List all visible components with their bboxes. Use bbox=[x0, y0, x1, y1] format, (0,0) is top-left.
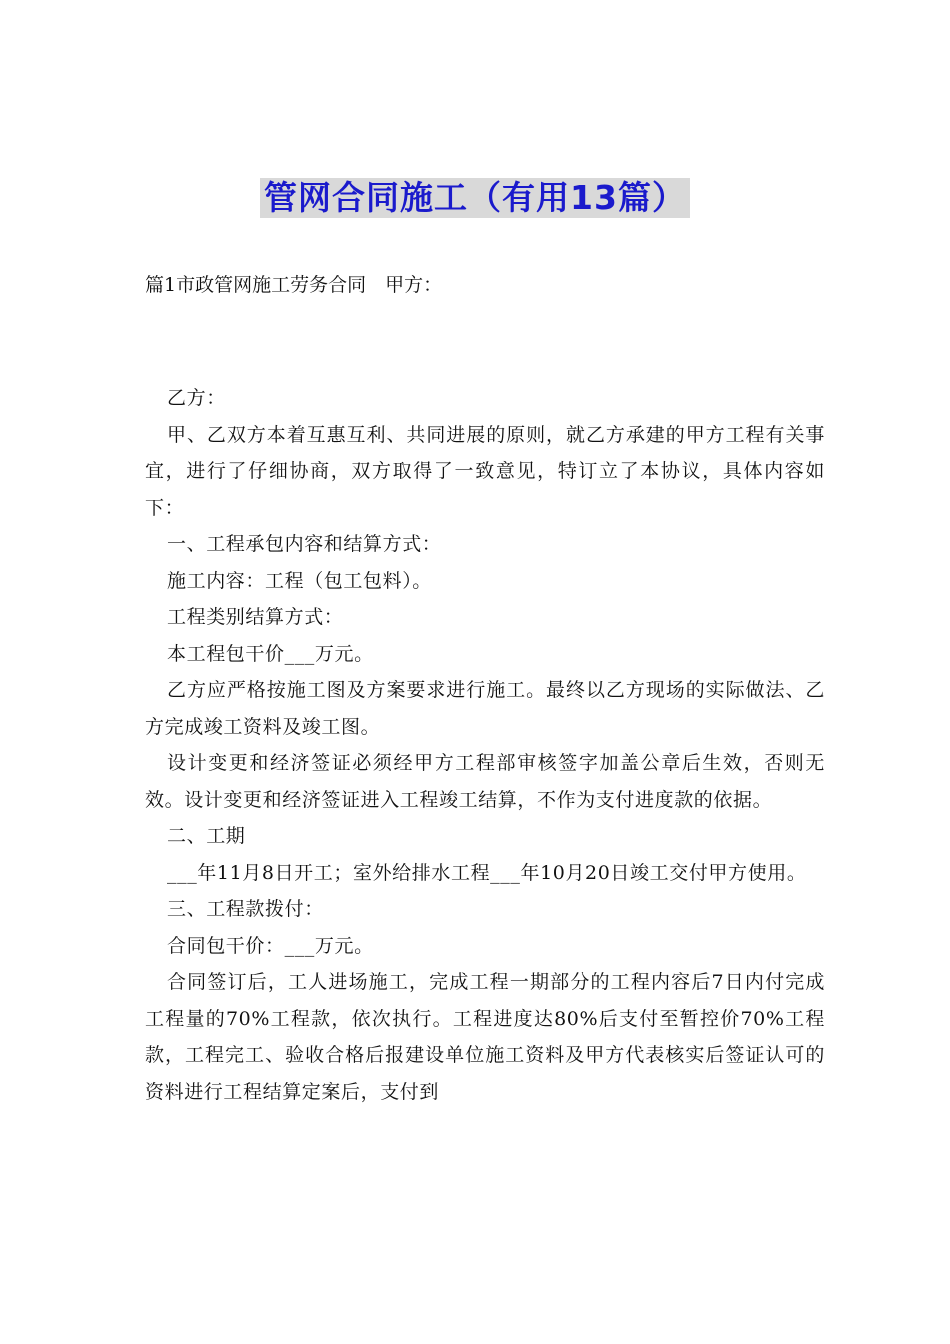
paragraph: 甲、乙双方本着互惠互利、共同进展的原则，就乙方承建的甲方工程有关事宜，进行了仔细协商，双方取得了一致意见，特订立了本协议，具体内容如下： bbox=[145, 423, 825, 519]
title-container bbox=[0, 178, 950, 218]
paragraph: 施工内容：工程（包工包料）。 bbox=[167, 569, 432, 592]
document-body bbox=[145, 380, 825, 1110]
paragraph: 工程类别结算方式： bbox=[167, 606, 344, 628]
paragraph: 设计变更和经济签证必须经甲方工程部审核签字加盖公章后生效，否则无效。设计变更和经济签证进入工程竣工结算，不作为支付进度款的依据。 bbox=[145, 752, 825, 811]
paragraph: 合同签订后，工人进场施工，完成工程一期部分的工程内容后7日内付完成工程量的70%工程款，依次执行。工程进度达80%后支付至暂控价70%工程款，工程完工、验收合格后报建设单位施工资料及甲方代表核实后签证认可的资料进行工程结算定案后，支付到 bbox=[145, 971, 825, 1103]
paragraph: 三、工程款拨付： bbox=[167, 898, 324, 920]
paragraph: 乙方： bbox=[167, 387, 226, 409]
paragraph: 一、工程承包内容和结算方式： bbox=[167, 533, 442, 555]
document-title: 管网合同施工（有用13篇） bbox=[260, 178, 690, 218]
paragraph: 合同包干价：___万元。 bbox=[167, 934, 374, 957]
section-heading: 篇1市政管网施工劳务合同 甲方： bbox=[145, 274, 443, 296]
paragraph: 二、工期 bbox=[167, 825, 246, 847]
paragraph: 乙方应严格按施工图及方案要求进行施工。最终以乙方现场的实际做法、乙方完成竣工资料及竣工图。 bbox=[145, 679, 825, 738]
paragraph: ___年11月8日开工；室外给排水工程___年10月20日竣工交付甲方使用。 bbox=[167, 861, 807, 884]
paragraph: 本工程包干价___万元。 bbox=[167, 642, 374, 665]
